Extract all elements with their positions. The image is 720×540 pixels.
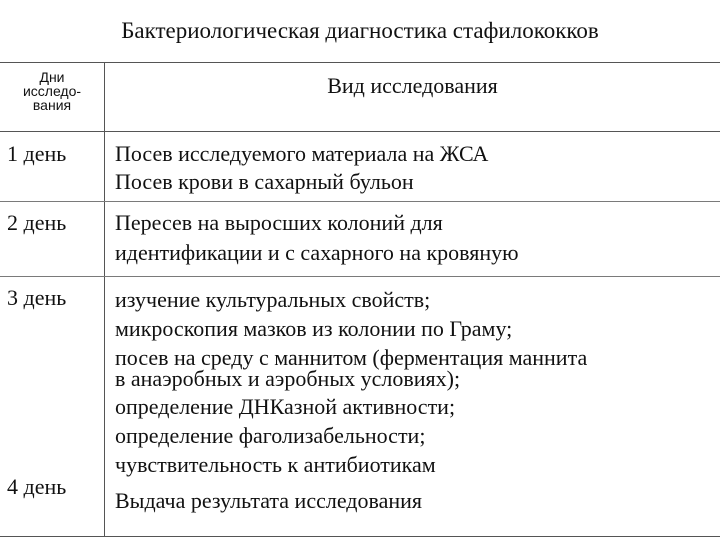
row-day-1: 1 день [7, 141, 67, 166]
row-3-line: в анаэробных и аэробных условиях); [115, 366, 461, 391]
header-days-line: вания [32, 97, 72, 113]
row-3-line: определение фаголизабельности; [115, 423, 426, 448]
row-day-4: 4 день [7, 474, 67, 499]
diagnostics-table [0, 62, 720, 537]
header-divider [0, 131, 720, 132]
row-3-line: микроскопия мазков из колонии по Граму; [115, 316, 513, 341]
header-study-type: Вид исследования [327, 73, 498, 98]
page-title: Бактериологическая диагностика стафилококков [121, 18, 599, 43]
row-1-line: Посев крови в сахарный бульон [115, 169, 414, 194]
column-divider [104, 63, 105, 536]
row-3-line: Выдача результата исследования [115, 488, 423, 513]
row-2-line: Пересев на выросших колоний для [115, 210, 443, 235]
header-days-line: исследо- [22, 83, 82, 99]
row-3-line: определение ДНКазной активности; [115, 394, 456, 419]
row-divider [0, 201, 720, 202]
header-days-line: Дни [39, 69, 65, 85]
row-1-line: Посев исследуемого материала на ЖСА [115, 141, 489, 166]
row-3-line: чувствительность к антибиотикам [115, 452, 436, 477]
row-day-3: 3 день [7, 285, 67, 310]
row-3-line: изучение культуральных свойств; [115, 287, 431, 312]
header-days [0, 70, 104, 112]
row-3-line: посев на среду с маннитом (ферментация маннита [115, 345, 588, 370]
row-2-line: идентификации и с сахарного на кровяную [115, 240, 519, 265]
row-day-2: 2 день [7, 210, 67, 235]
row-divider [0, 276, 720, 277]
